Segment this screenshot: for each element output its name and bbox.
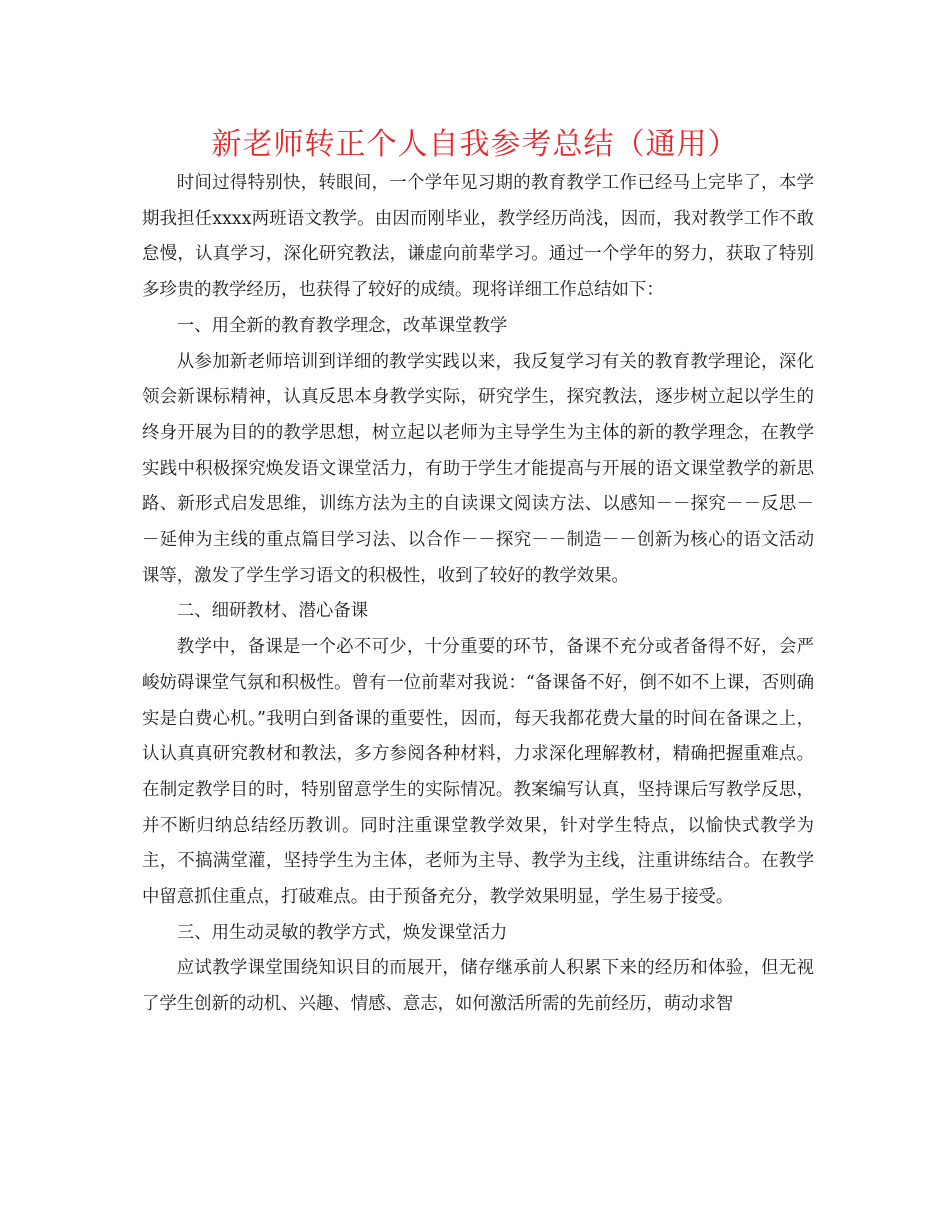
section-heading-3: 三、用生动灵敏的教学方式，焕发课堂活力 xyxy=(176,922,508,943)
document-title: 新老师转正个人自我参考总结（通用） xyxy=(211,127,739,162)
section-heading-1: 一、用全新的教育教学理念，改革课堂教学 xyxy=(176,315,508,336)
section-paragraph-1: 从参加新老师培训到详细的教学实践以来，我反复学习有关的教育教学理论，深化领会新课标精神，认真反思本身教学实际，研究学生，探究教法，逐步树立起以学生的终身开展为目的的教学思想，树立起以老师为主导学生为主体的新的教学理念，在教学实践中积极探究焕发语文课堂活力，有助于学生才能提高与开展的语文课堂教学的新思路、新形式启发思维，训练方法为主的自读课文阅读方法、以感知－－探究－－反思－－延伸为主线的重点篇目学习法、以合作－－探究－－制造－－创新为核心的语文活动课等，激发了学生学习语文的积极性，收到了较好的教学效果。 xyxy=(142,351,814,586)
section-paragraph-3: 应试教学课堂围绕知识目的而展开，储存继承前人积累下来的经历和体验，但无视了学生创新的动机、兴趣、情感、意志，如何激活所需的先前经历，萌动求智 xyxy=(142,958,814,1015)
intro-paragraph: 时间过得特别快，转眼间，一个学年见习期的教育教学工作已经马上完毕了，本学期我担任xxxx两班语文教学。由因而刚毕业，教学经历尚浅，因而，我对教学工作不敢怠慢，认真学习，深化研究教法，谦虚向前辈学习。通过一个学年的努力，获取了特别多珍贵的教学经历，也获得了较好的成绩。现将详细工作总结如下： xyxy=(142,173,814,301)
section-heading-2: 二、细研教材、潜心备课 xyxy=(176,601,369,622)
document-body xyxy=(142,166,814,1023)
section-paragraph-2: 教学中，备课是一个必不可少，十分重要的环节，备课不充分或者备得不好，会严峻妨碍课堂气氛和积极性。曾有一位前辈对我说：“备课备不好，倒不如不上课，否则确实是白费心机。”我明白到备课的重要性，因而，每天我都花费大量的时间在备课之上，认认真真研究教材和教法，多方参阅各种材料，力求深化理解教材，精确把握重难点。在制定教学目的时，特别留意学生的实际情况。教案编写认真，坚持课后写教学反思，并不断归纳总结经历教训。同时注重课堂教学效果，针对学生特点，以愉快式教学为主，不搞满堂灌，坚持学生为主体，老师为主导、教学为主线，注重讲练结合。在教学中留意抓住重点，打破难点。由于预备充分，教学效果明显，学生易于接受。 xyxy=(142,637,814,908)
